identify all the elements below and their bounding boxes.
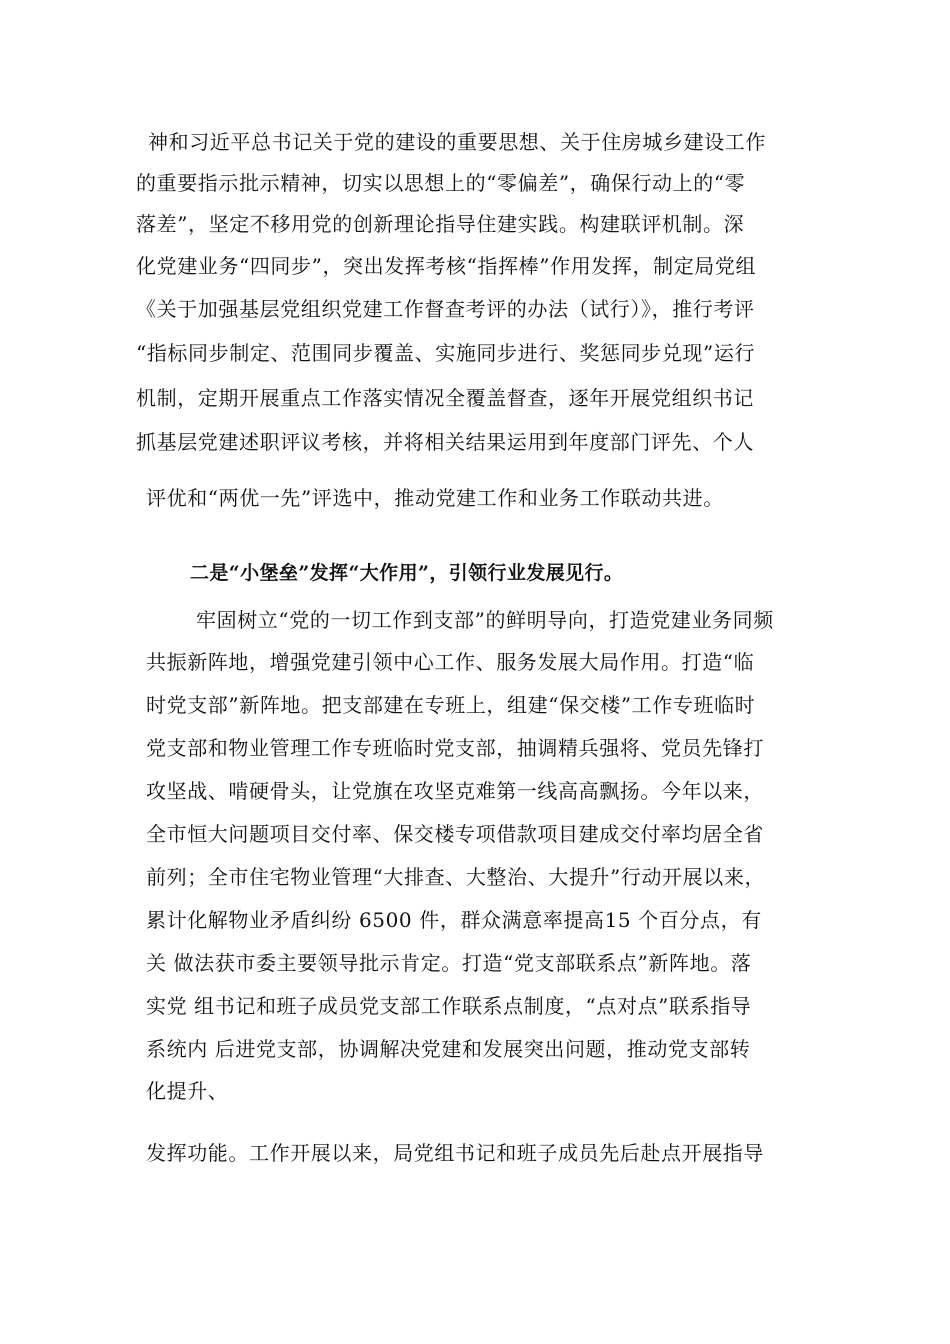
paragraph-line: 攻坚战、啃硬骨头，让党旗在攻坚克难第一线高高飘扬。今年以来，: [146, 779, 764, 803]
paragraph-line: 落差”，坚定不移用党的创新理论指导住建实践。构建联评机制。深: [136, 212, 745, 236]
paragraph-line: 评优和“两优一先”评选中，推动党建工作和业务工作联动共进。: [146, 486, 724, 510]
paragraph-line: 实党 组书记和班子成员党支部工作联系点制度，“点对点”联系指导: [146, 994, 752, 1018]
paragraph-line: 发挥功能。工作开展以来，局党组书记和班子成员先后赴点开展指导: [146, 1141, 764, 1165]
section-heading: 二是“小堡垒”发挥“大作用”，引领行业发展见行。: [190, 562, 624, 584]
paragraph-line: 化党建业务“四同步”，突出发挥考核“指挥棒”作用发挥，制定局党组: [136, 254, 757, 278]
paragraph-line: 的重要指示批示精神，切实以思想上的“零偏差”，确保行动上的“零: [136, 171, 746, 195]
paragraph-line: 系统内 后进党支部，协调解决党建和发展突出问题，推动党支部转: [146, 1037, 751, 1061]
paragraph-line: 机制，定期开展重点工作落实情况全覆盖督查，逐年开展党组织书记: [136, 386, 754, 410]
paragraph-line: 关 做法获市委主要领导批示肯定。打造“党支部联系点”新阵地。落: [146, 951, 752, 975]
paragraph-line: 累计化解物业矛盾纠纷 6500 件，群众满意率提高15 个百分点，有: [146, 908, 762, 932]
paragraph-line: 全市恒大问题项目交付率、保交楼专项借款项目建成交付率均居全省: [146, 822, 764, 846]
paragraph-line: 共振新阵地，增强党建引领中心工作、服务发展大局作用。打造“临: [146, 650, 755, 674]
paragraph-line: 时党支部”新阵地。把支部建在专班上，组建“保交楼”工作专班临时: [146, 693, 756, 717]
paragraph-line: 神和习近平总书记关于党的建设的重要思想、关于住房城乡建设工作: [148, 130, 766, 154]
paragraph-line: 前列；全市住宅物业管理“大排查、大整治、大提升”行动开展以来，: [146, 865, 766, 889]
paragraph-line: “指标同步制定、范围同步覆盖、实施同步进行、奖惩同步兑现”运行: [136, 341, 756, 365]
paragraph-line: 《关于加强基层党组织党建工作督查考评的办法（试行）》，推行考评: [136, 297, 755, 321]
paragraph-line: 党支部和物业管理工作专班临时党支部，抽调精兵强将、党员先锋打: [146, 736, 764, 760]
paragraph-line: 抓基层党建述职评议考核，并将相关结果运用到年度部门评先、个人: [136, 430, 754, 454]
paragraph-line: 牢固树立“党的一切工作到支部”的鲜明导向，打造党建业务同频: [196, 608, 774, 632]
paragraph-line: 化提升、: [146, 1079, 229, 1103]
